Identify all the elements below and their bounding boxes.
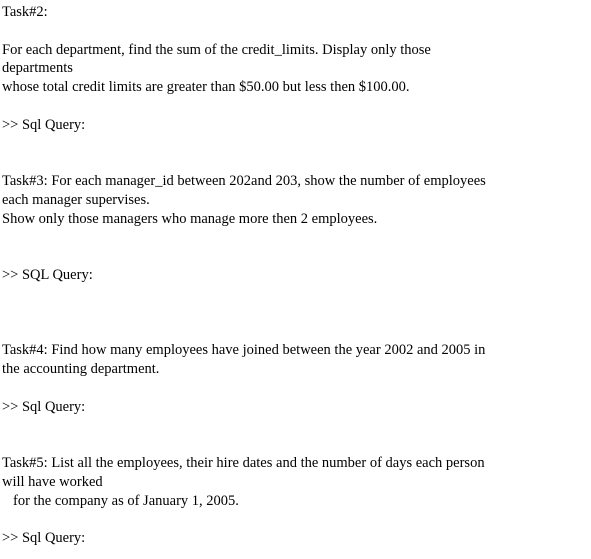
spacer bbox=[2, 417, 587, 436]
task-2-text-line-3: whose total credit limits are greater than $50.00 but less then $100.00. bbox=[2, 79, 410, 96]
spacer bbox=[2, 285, 587, 304]
task-5-text-line-2: will have worked bbox=[2, 473, 103, 490]
spacer bbox=[2, 323, 587, 342]
task-2-text-line-1: For each department, find the sum of the credit_limits. Display only those bbox=[2, 41, 431, 58]
spacer bbox=[2, 304, 587, 323]
task-2-query-label: >> Sql Query: bbox=[2, 116, 86, 133]
task-5-query-label: >> Sql Query: bbox=[2, 530, 86, 547]
task-3-text-line-3: Show only those managers who manage more then 2 employees. bbox=[2, 210, 378, 227]
spacer bbox=[2, 135, 587, 154]
spacer bbox=[2, 97, 587, 116]
task-4-text-line-1: Task#4: Find how many employees have joined between the year 2002 and 2005 in bbox=[2, 342, 486, 359]
spacer bbox=[2, 153, 587, 172]
task-3-query-label: >> SQL Query: bbox=[2, 267, 93, 284]
task-4-text-line-2: the accounting department. bbox=[2, 361, 160, 378]
spacer bbox=[2, 229, 587, 248]
task-5-section bbox=[2, 454, 587, 548]
spacer bbox=[2, 435, 587, 454]
task-5-text-line-1: Task#5: List all the employees, their hire dates and the number of days each person bbox=[2, 455, 485, 472]
spacer bbox=[2, 247, 587, 266]
document-page bbox=[2, 3, 587, 548]
task-2-text-line-2: departments bbox=[2, 60, 73, 77]
task-3-text-line-2: each manager supervises. bbox=[2, 191, 150, 208]
spacer bbox=[2, 511, 587, 530]
task-4-section bbox=[2, 341, 587, 454]
task-4-query-label: >> Sql Query: bbox=[2, 398, 86, 415]
task-2-section bbox=[2, 3, 587, 172]
task-5-text-line-3: for the company as of January 1, 2005. bbox=[13, 492, 239, 509]
spacer bbox=[2, 22, 587, 41]
spacer bbox=[2, 379, 587, 398]
task-3-text-line-1: Task#3: For each manager_id between 202and 203, show the number of employees bbox=[2, 173, 486, 190]
task-3-section bbox=[2, 172, 587, 341]
task-2-title: Task#2: bbox=[2, 4, 48, 20]
